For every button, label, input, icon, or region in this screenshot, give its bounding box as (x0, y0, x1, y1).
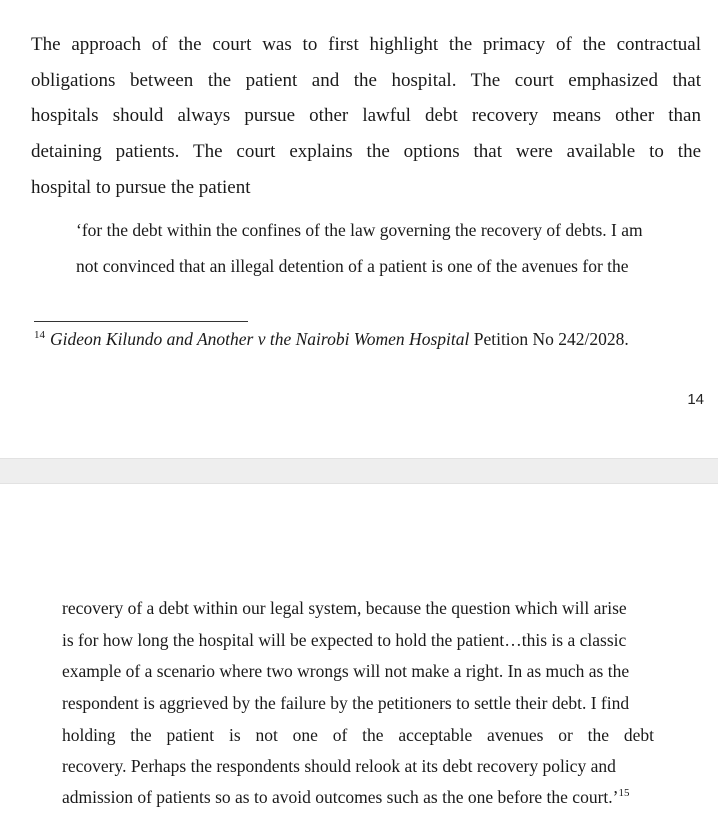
page-separator (0, 458, 718, 484)
quote-continuation-line-7-text: admission of patients so as to avoid outcomes such as the one before the court.’ (62, 787, 619, 807)
quote-continuation-line-5: holding the patient is not one of the acceptable avenues or the debt (62, 725, 654, 745)
page-number: 14 (687, 391, 704, 408)
quote-continuation-line-6: recovery. Perhaps the respondents should relook at its debt recovery policy and (62, 756, 616, 776)
paragraph-line-5: hospital to pursue the patient (31, 177, 251, 198)
paragraph-line-4: detaining patients. The court explains the options that were available to the (31, 141, 701, 162)
footnote-separator (34, 321, 248, 322)
document-page-bottom (0, 484, 718, 838)
footnote-citation: Petition No 242/2028. (469, 329, 629, 349)
paragraph-line-3: hospitals should always pursue other lawful debt recovery means other than (31, 105, 701, 126)
quote-continuation-line-7 (62, 786, 672, 808)
quote-line-2: not convinced that an illegal detention of a patient is one of the avenues for the (76, 256, 629, 276)
footnote-number: 14 (34, 329, 45, 342)
footnote-reference-15: 15 (618, 787, 630, 800)
quote-continuation-line-2: is for how long the hospital will be expected to hold the patient…this is a classic (62, 630, 627, 650)
footnote-14 (34, 328, 629, 350)
quote-continuation-line-3: example of a scenario where two wrongs will not make a right. In as much as the (62, 661, 630, 681)
footnote-case-name: Gideon Kilundo and Another v the Nairobi Women Hospital (50, 329, 470, 349)
quote-line-1: ‘for the debt within the confines of the law governing the recovery of debts. I am (76, 220, 643, 240)
paragraph-line-2: obligations between the patient and the hospital. The court emphasized that (31, 70, 701, 91)
quote-continuation-line-1: recovery of a debt within our legal system, because the question which will arise (62, 598, 627, 618)
quote-continuation-line-4: respondent is aggrieved by the failure by the petitioners to settle their debt. I find (62, 693, 630, 713)
paragraph-line-1: The approach of the court was to first highlight the primacy of the contractual (31, 34, 701, 55)
